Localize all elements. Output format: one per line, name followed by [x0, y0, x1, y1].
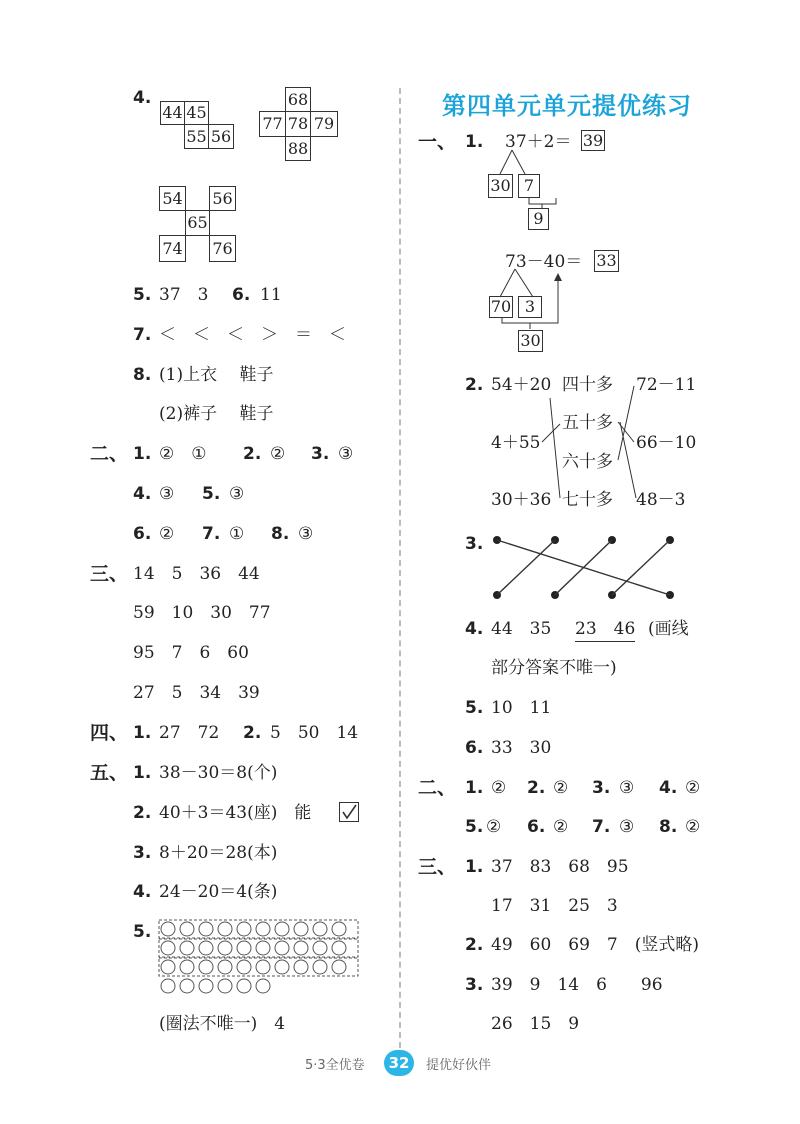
peach-icon: [218, 941, 232, 955]
r-q4-a: 44 35: [491, 619, 552, 639]
peach-icon: [199, 941, 213, 955]
grid3-cell: 54: [159, 186, 186, 211]
peach-icon: [332, 922, 346, 936]
r-s2-label: 8.: [659, 817, 678, 837]
peach-icon: [275, 922, 289, 936]
eq2-left: 73－40＝: [505, 252, 583, 272]
q2-match-lines: [540, 380, 650, 520]
peach-icon: [275, 941, 289, 955]
s4-answer: 5 50 14: [270, 723, 359, 743]
r-q6-label: 6.: [465, 738, 484, 758]
left-q6-label: 6.: [232, 285, 251, 305]
s2-label: 4.: [133, 484, 152, 504]
r-s2-answer: ②: [685, 778, 701, 798]
peach-grouping-figure: [158, 918, 360, 1000]
eq2-split-box: 3: [518, 296, 542, 318]
grid2-cell: 68: [285, 87, 311, 112]
r-q2-label: 2.: [465, 375, 484, 395]
s4-label: 2.: [243, 723, 262, 743]
section-1-right: 一、: [418, 131, 457, 153]
r-s3-q1-label: 1.: [465, 857, 484, 877]
r-s2-answer: ②: [553, 778, 569, 798]
grid3-cell: 65: [185, 210, 210, 236]
r-q5-label: 5.: [465, 698, 484, 718]
left-q5-answer: 37 3: [159, 285, 209, 305]
s2-answer: ②: [159, 524, 175, 544]
r-s2-answer: ②: [553, 817, 569, 837]
r-q4-note2: 部分答案不唯一): [491, 658, 617, 678]
r-s3-row: 39 9 14 6 96: [491, 975, 663, 995]
grid3-cell: 56: [209, 186, 236, 211]
r-q6-answer: 33 30: [491, 738, 552, 758]
peach-icon: [218, 960, 232, 974]
r-s3-row: 17 31 25 3: [491, 896, 618, 916]
footer-brand: 5·3全优卷: [305, 1058, 365, 1073]
q2-range: 六十多: [562, 452, 613, 472]
s3-row: 27 5 34 39: [133, 683, 260, 703]
eq2-split-box: 70: [490, 297, 512, 316]
r-q4-note: (画线: [648, 619, 689, 639]
s2-label: 8.: [271, 524, 290, 544]
peach-icon: [180, 960, 194, 974]
q3-dot-lines: [488, 532, 678, 604]
peach-icon: [294, 922, 308, 936]
s4-answer: 27 72: [159, 723, 220, 743]
s2-answer: ③: [338, 444, 354, 464]
eq2-diff-box: 30: [518, 330, 543, 352]
footer-slogan: 提优好伙伴: [426, 1058, 492, 1073]
peach-icon: [256, 960, 270, 974]
left-q7-answer: ＜ ＜ ＜ ＞ ＝ ＜: [159, 325, 346, 345]
q2-left-expr: 30＋36: [491, 490, 552, 510]
r-s2-answer: ②: [491, 778, 507, 798]
peach-icon: [161, 960, 175, 974]
s5-answer: 40＋3＝43(座) 能: [159, 803, 312, 823]
grid2-cell: 88: [285, 136, 311, 161]
left-q8-label: 8.: [133, 365, 152, 385]
peach-icon: [161, 922, 175, 936]
peach-icon: [180, 941, 194, 955]
grid2-cell: 79: [310, 111, 338, 137]
peach-icon: [237, 941, 251, 955]
peach-icon: [180, 922, 194, 936]
checkmark-box: [339, 802, 359, 822]
s2-answer: ③: [229, 484, 245, 504]
section-4-left: 四、: [90, 722, 129, 744]
r-s2-label: 6.: [527, 817, 546, 837]
q2-range: 七十多: [562, 490, 613, 510]
s2-label: 6.: [133, 524, 152, 544]
peach-icon: [237, 960, 251, 974]
grid1-cell: 56: [208, 124, 234, 149]
r-s2-label: 4.: [659, 778, 678, 798]
r-s2-answer: ③: [619, 817, 635, 837]
eq2-answer-box: 33: [594, 250, 619, 272]
s5-label: 4.: [133, 882, 152, 902]
page-footer: [0, 1050, 800, 1074]
r-s3-q3-label: 3.: [465, 975, 484, 995]
peach-icon: [199, 922, 213, 936]
left-q4-label: 4.: [133, 88, 152, 108]
s2-label: 7.: [202, 524, 221, 544]
peach-icon: [180, 979, 194, 993]
peach-icon: [218, 979, 232, 993]
peach-icon: [237, 979, 251, 993]
r-s2-answer: ③: [619, 778, 635, 798]
r-s2-answer: ②: [685, 817, 701, 837]
q2-left-expr: 4＋55: [491, 433, 541, 453]
peach-icon: [218, 922, 232, 936]
grid1-cell: 55: [184, 124, 209, 149]
s5-label: 2.: [133, 803, 152, 823]
peach-icon: [275, 960, 289, 974]
s4-label: 1.: [133, 723, 152, 743]
checkmark-icon: [340, 803, 358, 821]
q2-right-expr: 48－3: [636, 490, 686, 510]
eq1-split-box: 7: [518, 174, 540, 198]
q2-range: 五十多: [562, 413, 613, 433]
r-s3-q2-answer: 49 60 69 7 (竖式略): [491, 935, 699, 955]
peach-icon: [313, 941, 327, 955]
left-q8-2: (2)裤子 鞋子: [159, 404, 274, 424]
section-3-right: 三、: [418, 856, 457, 878]
column-divider: [399, 88, 401, 1048]
q2-right-expr: 72－11: [636, 375, 697, 395]
s2-label: 3.: [311, 444, 330, 464]
section-2-left: 二、: [90, 443, 129, 465]
r-q1-label: 1.: [465, 132, 484, 152]
section-5-left: 五、: [90, 762, 129, 784]
r-q4-label: 4.: [465, 619, 484, 639]
grid2-cell: 78: [285, 111, 311, 137]
peach-icon: [256, 979, 270, 993]
peach-icon: [199, 979, 213, 993]
grid3-cell: 76: [209, 235, 236, 262]
peach-icon: [256, 941, 270, 955]
s5-answer: 8＋20＝28(本): [159, 843, 278, 863]
s2-answer: ③: [159, 484, 175, 504]
r-s2-label: 5.: [465, 817, 484, 837]
peach-icon: [332, 960, 346, 974]
left-q7-label: 7.: [133, 325, 152, 345]
s5-label: 1.: [133, 763, 152, 783]
s3-row: 14 5 36 44: [133, 564, 260, 584]
r-s2-label: 3.: [592, 778, 611, 798]
r-s3-q2-label: 2.: [465, 935, 484, 955]
r-s3-row: 37 83 68 95: [491, 857, 629, 877]
peach-icon: [256, 922, 270, 936]
r-q5-answer: 10 11: [491, 698, 552, 718]
r-s2-label: 7.: [592, 817, 611, 837]
section-3-left: 三、: [90, 563, 129, 585]
r-s2-label: 1.: [465, 778, 484, 798]
peach-icon: [294, 960, 308, 974]
page-number: 32: [384, 1050, 414, 1076]
s2-answer: ② ①: [159, 444, 207, 464]
s2-answer: ②: [270, 444, 286, 464]
left-q5-label: 5.: [133, 285, 152, 305]
s2-label: 5.: [202, 484, 221, 504]
unit-title: 第四单元单元提优练习: [442, 92, 692, 120]
grid2-cell: 77: [259, 111, 286, 137]
r-q4-underlined: 23 46: [575, 621, 635, 642]
s2-label: 2.: [243, 444, 262, 464]
section-2-right: 二、: [418, 777, 457, 799]
r-q3-label: 3.: [465, 534, 484, 554]
s2-answer: ③: [298, 524, 314, 544]
grid3-cell: 74: [159, 235, 186, 262]
s3-row: 95 7 6 60: [133, 643, 249, 663]
r-s2-answer: ②: [486, 817, 502, 837]
peach-icon: [313, 922, 327, 936]
peach-icon: [161, 979, 175, 993]
eq1-left: 37＋2＝: [505, 132, 572, 152]
s2-label: 1.: [133, 444, 152, 464]
s5-answer: 38－30＝8(个): [159, 763, 278, 783]
eq1-sum-box: 9: [528, 208, 549, 230]
s5-note: (圈法不唯一) 4: [159, 1014, 286, 1034]
left-q8-1: (1)上衣 鞋子: [159, 365, 274, 385]
s2-answer: ①: [229, 524, 245, 544]
q2-left-expr: 54＋20: [491, 375, 552, 395]
peach-icon: [237, 922, 251, 936]
q2-range: 四十多: [562, 375, 613, 395]
peach-icon: [313, 960, 327, 974]
peach-icon: [199, 960, 213, 974]
grid1-cell: 44: [160, 101, 185, 125]
peach-icon: [332, 941, 346, 955]
peach-icon: [294, 941, 308, 955]
r-s3-row: 26 15 9: [491, 1014, 580, 1034]
q2-right-expr: 66－10: [636, 433, 697, 453]
s5-5-label: 5.: [133, 922, 152, 942]
r-s2-label: 2.: [527, 778, 546, 798]
grid1-cell: 45: [184, 101, 209, 125]
eq1-split-box: 30: [488, 174, 513, 198]
left-q6-answer: 11: [260, 285, 282, 305]
s5-answer: 24－20＝4(条): [159, 882, 278, 902]
s3-row: 59 10 30 77: [133, 603, 271, 623]
eq1-answer-box: 39: [582, 130, 604, 150]
s5-label: 3.: [133, 843, 152, 863]
peach-icon: [161, 941, 175, 955]
